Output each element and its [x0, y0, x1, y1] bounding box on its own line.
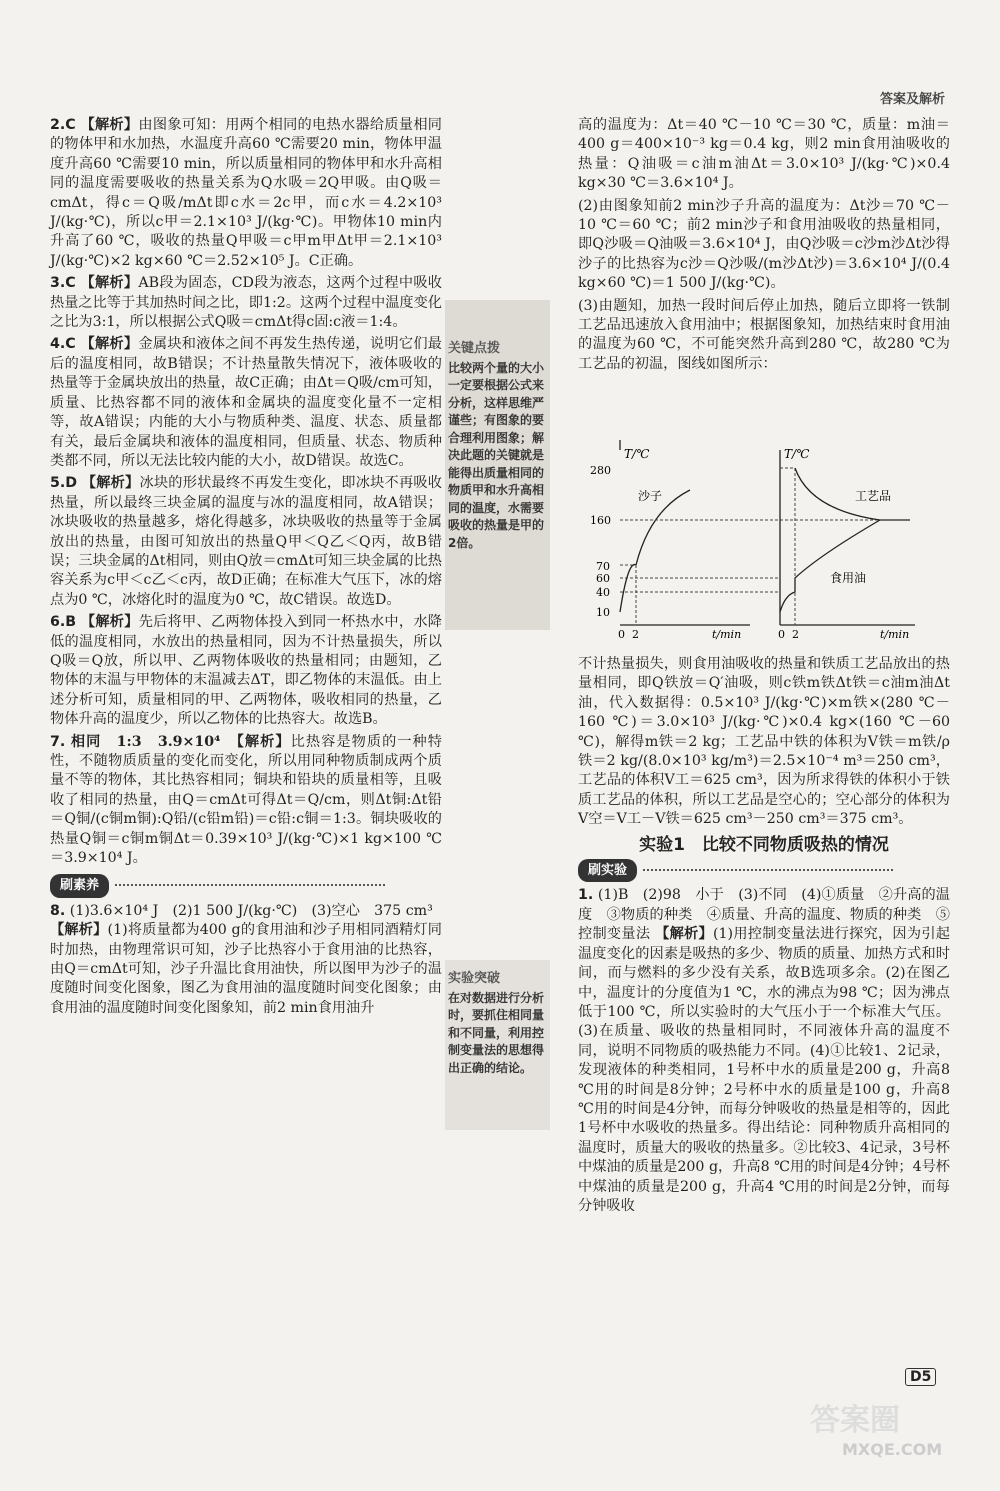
experiment-tip	[448, 970, 548, 1077]
solution-text: 不计热量损失，则食用油吸收的热量和铁质工艺品放出的热量相同，即Q铁放＝Q′油吸，则c铁m铁Δt铁＝c油m油Δt油，代入数据得：0.5×10³ J/(kg·℃)×m铁×(280 ℃－160 ℃)＝3.0×10³ J/(kg·℃)×0.4 kg×(160 ℃－60 ℃)，解得m铁＝2 kg；工艺品中铁的体积为V铁＝m铁/ρ铁＝2 kg/(8.0×10³ kg/m³)＝2.5×10⁻⁴ m³＝250 cm³，工艺品的体积V工＝625 cm³，因为所求得铁的体积小于铁质工艺品的体积，所以工艺品是空心的；空心部分的体积为V空＝V工－V铁＝625 cm³－250 cm³＝375 cm³。	[578, 656, 950, 828]
solution-text: (3)由题知，加热一段时间后停止加热，随后立即将一铁制工艺品迅速放入食用油中；根据图象知，加热结束时食用油的温度为60 ℃，不可能突然升高到280 ℃，故280 ℃为工艺品的初温，图线如图所示：	[578, 297, 950, 372]
experiment-tip-title: 实验突破	[448, 971, 501, 986]
craft-curve	[795, 468, 910, 520]
svg-text:T/℃: T/℃	[784, 447, 810, 461]
sand-label: 沙子	[638, 489, 663, 503]
watermark-logo: 答案圈	[810, 1403, 900, 1438]
section-experiment	[578, 859, 950, 882]
experiment-title: 实验1 比较不同物质吸热的情况	[639, 834, 889, 855]
graph-ylabel: T/℃	[624, 447, 650, 461]
key-tip-title: 关键点拨	[448, 341, 501, 356]
answer-item: 3.C 【解析】AB段为固态，CD段为液态，这两个过程中吸收热量之比等于其加热时间之比，即1:2。这两个过程中温度变化之比为3:1，所以根据公式Q吸＝cmΔt得c固:c液＝1:4。	[50, 275, 442, 331]
answer-item: 2.C 【解析】由图象可知：用两个相同的电热水器给质量相同的物体甲和水加热，水温度升高60 ℃需要20 min，物体甲温度升高60 ℃需要10 min，所以质量相同的物体甲和水升高相同的温度需要吸收的热量关系为Q水吸＝2Q甲吸。由Q吸＝cmΔt，得c＝Q吸/mΔt即c水＝2c甲，而c水＝4.2×10³ J/(kg·℃)，所以c甲＝2.1×10³ J/(kg·℃)。甲物体10 min内升高了60 ℃，吸收的热量Q甲吸＝c甲m甲Δt甲＝2.1×10³ J/(kg·℃)×2 kg×60 ℃＝2.52×10⁵ J。C正确。	[50, 117, 442, 269]
svg-text:2: 2	[792, 628, 799, 640]
right-column-lower	[578, 655, 950, 1219]
answer-item: 5.D 【解析】冰块的形状最终不再发生变化，即冰块不再吸收热量，所以最终三块金属的温度与冰的温度相同，故A错误；冰块吸收的热量越多，熔化得越多，冰块吸收的热量等于金属放出的热量，由图可知放出的热量Q甲＜Q乙＜Q丙，故B错误；三块金属的Δt相同，则由Q放＝cmΔt可知三块金属的比热容关系为c甲＜c乙＜c丙，故D正确；在标准大气压下，冰的熔点为0 ℃，冰熔化时的温度为0 ℃，故C错误。故选D。	[50, 475, 442, 608]
ytick: 70	[596, 560, 610, 573]
solution-text: (2)由图象知前2 min沙子升高的温度为：Δt沙＝70 ℃－10 ℃＝60 ℃；前2 min沙子和食用油吸收的热量相同，即Q沙吸＝Q油吸＝3.6×10⁴ J，由Q沙吸＝c沙m沙Δt沙得沙子的比热容为c沙＝Q沙吸/(m沙Δt沙)＝3.6×10⁴ J/(0.4 kg×60 ℃)＝1 500 J/(kg·℃)。	[578, 197, 950, 292]
graph-xlabel: t/min	[712, 628, 742, 640]
page-header-title: 答案及解析	[879, 92, 945, 107]
key-tip	[448, 340, 548, 552]
answer-item: 6.B 【解析】先后将甲、乙两物体投入到同一杯热水中，水降低的温度相同，水放出的热量相同，因为不计热量损失，所以Q吸＝Q放，所以甲、乙两物体吸收的热量相同；由题知，乙物体的末温与甲物体的末温减去ΔT，即乙物体的末温低。由上述分析可知，质量相同的甲、乙两物体，吸收相同的热量，乙物体升高的温度少，所以乙物体的比热容大。故选B。	[50, 614, 442, 728]
ytick: 280	[590, 464, 611, 477]
svg-text:0: 0	[778, 628, 785, 640]
key-tip-text: 比较两个量的大小一定要根据公式来分析，这样思维严谨些；有图象的要合理利用图象；解决此题的关键就是能得出质量相同的物质甲和水升高相同的温度，水需要吸收的热量是甲的2倍。	[448, 360, 545, 550]
right-column	[578, 116, 950, 377]
experiment-tip-text: 在对数据进行分析时，要抓住相同量和不同量，利用控制变量法的思想得出正确的结论。	[448, 990, 545, 1075]
left-column	[50, 116, 442, 1021]
svg-text:t/min: t/min	[880, 628, 910, 640]
section-literacy-label: 刷素养	[50, 874, 109, 897]
solution-text: 高的温度为：Δt＝40 ℃－10 ℃＝30 ℃，质量：m油＝400 g＝400×10⁻³ kg＝0.4 kg，则2 min食用油吸收的热量：Q油吸＝c油m油Δt＝3.0×10³ J/(kg·℃)×0.4 kg×30 ℃＝3.6×10⁴ J。	[578, 117, 950, 192]
xtick: 0	[618, 628, 625, 640]
section-literacy	[50, 874, 442, 897]
ytick: 10	[596, 606, 610, 619]
page-number: D5	[905, 1368, 936, 1386]
answer-item: 7. 相同 1:3 3.9×10⁴ 【解析】比热容是物质的一种特性，不随物质质量的变化而变化，所以用同种物质制成两个质量不等的物体，其比热容相同；铜块和铅块的质量相等，且吸收了相同的热量，由Q＝cmΔt可得Δt＝Q/cm，则Δt铜:Δt铅＝Q铜/(c铜m铜):Q铅/(c铅m铅)＝c铅:c铜＝1:3。铜块吸收的热量Q铜＝c铜m铜Δt＝0.39×10³ J/(kg·℃)×1 kg×100 ℃＝3.9×10⁴ J。	[50, 733, 442, 867]
section-experiment-label: 刷实验	[578, 859, 637, 882]
answer-item: 8. (1)3.6×10⁴ J (2)1 500 J/(kg·℃) (3)空心 375 cm³ 【解析】(1)将质量都为400 g的食用油和沙子用相同酒精灯同时加热，由物理常识可知，沙子比热容小于食用油的比热容，由Q＝cmΔt可知，沙子升温比食用油快，所以图甲为沙子的温度随时间变化图象，图乙为食用油的温度随时间变化图象；由食用油的温度随时间变化图象知，前2 min食用油升	[50, 902, 442, 1016]
sand-curve	[620, 490, 690, 612]
ytick: 60	[596, 572, 610, 585]
answer-item: 1. (1)B (2)98 小于 (3)不同 (4)①质量 ②升高的温度 ③物质的种类 ④质量、升高的温度、物质的种类 ⑤控制变量法 【解析】(1)用控制变量法进行探究，因为引起温度变化的因素是吸热的多少、物质的质量、加热方式和时间，而与燃料的多少没有关系，故B选项多余。(2)在图乙中，温度计的分度值为1 ℃，水的沸点为98 ℃；因为沸点低于100 ℃，所以实验时的大气压小于一个标准大气压。(3)在质量、吸收的热量相同时，不同液体升高的温度不同，说明不同物质的吸热能力不同。(4)①比较1、2记录，发现液体的种类相同，1号杯中水的质量是200 g，升高8 ℃用的时间是8分钟；2号杯中水的质量是100 g，升高8 ℃用的时间是4分钟，而每分钟吸收的热量是相等的，因此1号杯中水吸收的热量多。得出结论：同种物质升高相同的温度时，质量大的吸收的热量多。②比较3、4记录，3号杯中煤油的质量是200 g，升高8 ℃用的时间是4分钟；4号杯中煤油的质量是200 g，升高4 ℃用的时间是2分钟，而每分钟吸收	[578, 887, 950, 1214]
answer-item: 4.C 【解析】金属块和液体之间不再发生热传递，说明它们最后的温度相同，故B错误；不计热量散失情况下，液体吸收的热量等于金属块放出的热量，故C正确；由Δt＝Q吸/cm可知，质量、比热容都不同的液体和金属块的温度变化量不一定相等，故A错误；内能的大小与物质种类、温度、状态、质量都有关，最后金属块和液体的温度相同，但质量、状态、物质种类都不同，所以无法比较内能的大小，故D错误。故选C。	[50, 336, 442, 469]
ytick: 160	[590, 514, 611, 527]
xtick: 2	[632, 628, 639, 640]
craft-label: 工艺品	[855, 489, 892, 503]
temperature-graph	[580, 440, 930, 640]
ytick: 40	[596, 586, 610, 599]
oil-label: 食用油	[830, 571, 867, 585]
watermark-url: MXQE.COM	[842, 1440, 943, 1459]
